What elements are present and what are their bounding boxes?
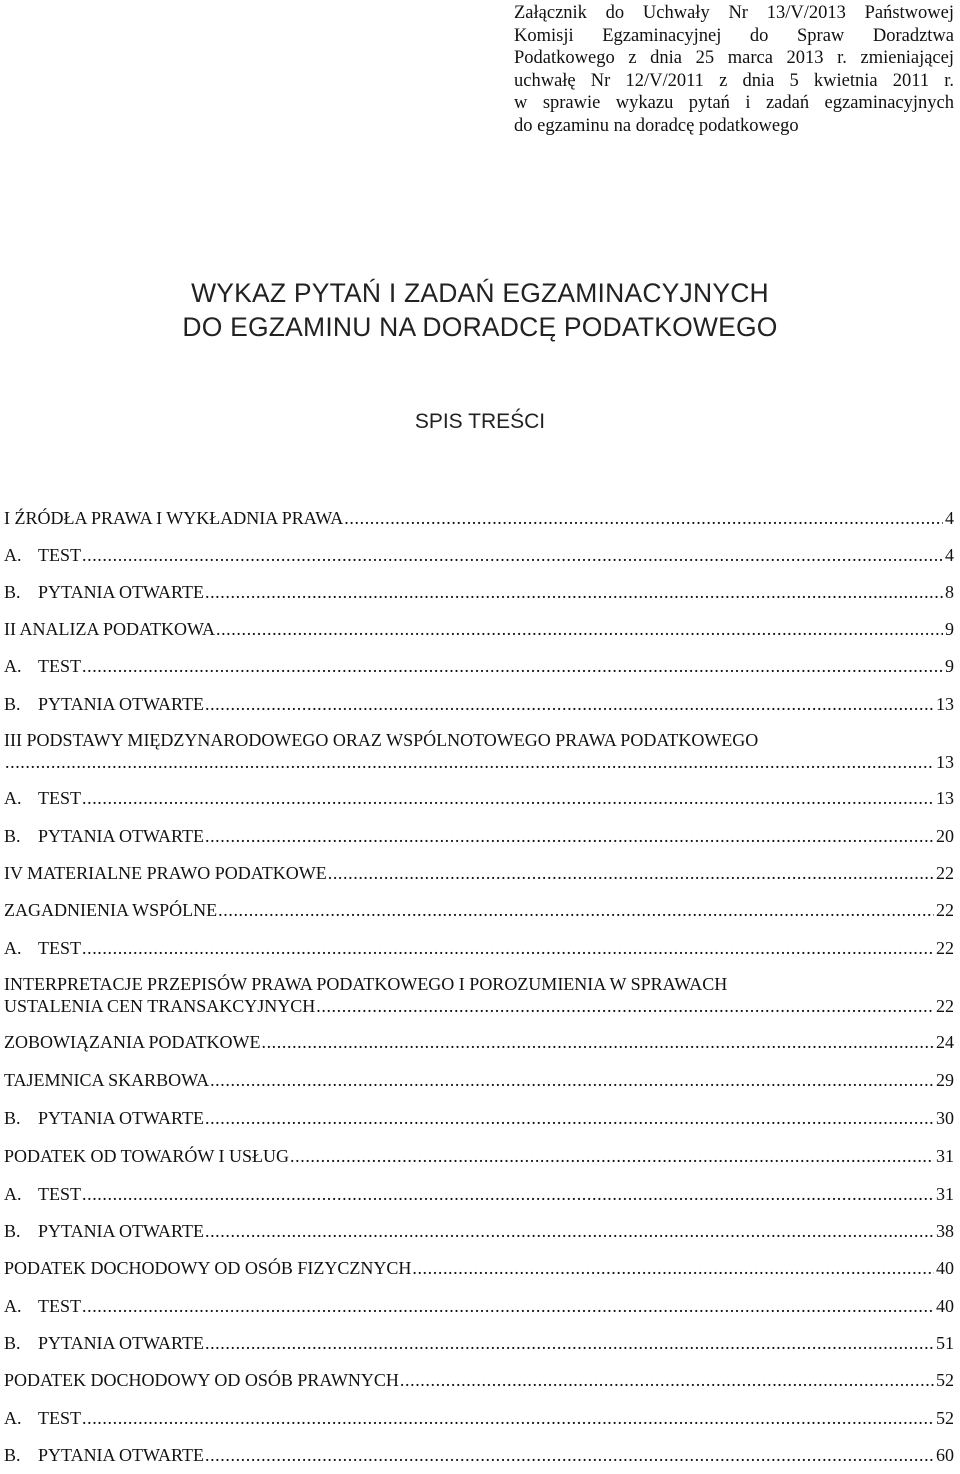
toc-entry-page: 20	[936, 826, 954, 846]
toc-entry-letter: A.	[4, 656, 22, 676]
toc-entry-letter: A.	[4, 545, 22, 565]
header-note-line: uchwałę Nr 12/V/2011 z dnia 5 kwietnia 2011 r.	[514, 70, 954, 91]
toc-entry-label: PODATEK DOCHODOWY OD OSÓB FIZYCZNYCH	[4, 1258, 412, 1278]
toc-entry-label: TEST	[38, 1184, 81, 1204]
document-title	[0, 276, 960, 344]
toc-entry-label-continued: USTALENIA CEN TRANSAKCYJNYCH	[4, 996, 316, 1016]
toc-entry[interactable]	[4, 826, 954, 847]
toc-entry[interactable]	[4, 1184, 954, 1205]
toc-entry[interactable]	[4, 1408, 954, 1429]
toc-entry[interactable]	[4, 1258, 954, 1279]
toc-entry[interactable]	[4, 730, 954, 773]
toc-leader-dots	[82, 788, 934, 809]
toc-entry[interactable]	[4, 694, 954, 715]
toc-entry-page: 30	[936, 1108, 954, 1128]
toc-leader-dots	[328, 863, 934, 884]
toc-leader-dots	[205, 582, 943, 603]
toc-entry-label: ZOBOWIĄZANIA PODATKOWE	[4, 1032, 261, 1052]
toc-entry[interactable]	[4, 1445, 954, 1466]
toc-entry[interactable]	[4, 508, 954, 529]
toc-entry-label: TEST	[38, 545, 81, 565]
document-title-line-2: DO EGZAMINU NA DORADCĘ PODATKOWEGO	[182, 312, 778, 342]
toc-entry-page: 60	[936, 1445, 954, 1465]
toc-entry[interactable]	[4, 938, 954, 959]
toc-entry[interactable]	[4, 1108, 954, 1129]
toc-leader-dots	[218, 900, 934, 921]
header-note-line: w sprawie wykazu pytań i zadań egzaminacyjnych	[514, 93, 954, 114]
toc-entry-label: ZAGADNIENIA WSPÓLNE	[4, 900, 218, 920]
toc-entry-page: 13	[936, 694, 954, 714]
toc-entry-letter: A.	[4, 938, 22, 958]
toc-leader-dots	[290, 1146, 934, 1167]
toc-entry-letter: B.	[4, 582, 21, 602]
toc-entry-page: 40	[936, 1258, 954, 1278]
toc-leader-dots	[205, 826, 934, 847]
header-note-line: Podatkowego z dnia 25 marca 2013 r. zmieniającej	[514, 48, 954, 69]
toc-leader-dots	[316, 996, 934, 1017]
toc-entry-letter: B.	[4, 826, 21, 846]
toc-entry-label: IV MATERIALNE PRAWO PODATKOWE	[4, 863, 327, 883]
toc-entry-page: 52	[936, 1408, 954, 1428]
toc-entry[interactable]	[4, 1333, 954, 1354]
toc-leader-dots	[205, 1445, 934, 1466]
toc-entry[interactable]	[4, 619, 954, 640]
toc-entry-label: PYTANIA OTWARTE	[38, 694, 204, 714]
header-note	[514, 2, 954, 138]
toc-entry-page: 38	[936, 1221, 954, 1241]
toc-entry-page: 22	[936, 938, 954, 958]
toc-entry-letter: A.	[4, 1408, 22, 1428]
toc-entry-label: TEST	[38, 1408, 81, 1428]
toc-entry-page: 29	[936, 1070, 954, 1090]
toc-leader-dots	[82, 1408, 934, 1429]
document-title-line-1: WYKAZ PYTAŃ I ZADAŃ EGZAMINACYJNYCH	[191, 278, 769, 308]
toc-leader-dots	[205, 694, 934, 715]
toc-entry-page: 24	[936, 1032, 954, 1052]
toc-leader-dots	[210, 1070, 934, 1091]
toc-entry-page: 31	[936, 1184, 954, 1204]
toc-entry-page: 13	[936, 752, 954, 772]
toc-entry[interactable]	[4, 545, 954, 566]
toc-leader-dots	[5, 752, 934, 773]
toc-entry-letter: B.	[4, 694, 21, 714]
toc-entry-label: PYTANIA OTWARTE	[38, 1333, 204, 1353]
toc-entry-page: 8	[945, 582, 954, 602]
toc-entry-label: I ŹRÓDŁA PRAWA I WYKŁADNIA PRAWA	[4, 508, 344, 528]
toc-entry[interactable]	[4, 974, 954, 1017]
toc-entry[interactable]	[4, 1146, 954, 1167]
toc-entry-label: PYTANIA OTWARTE	[38, 826, 204, 846]
toc-entry-page: 51	[936, 1333, 954, 1353]
toc-entry-label: TAJEMNICA SKARBOWA	[4, 1070, 210, 1090]
toc-entry-label: PODATEK DOCHODOWY OD OSÓB PRAWNYCH	[4, 1370, 399, 1390]
toc-entry[interactable]	[4, 1070, 954, 1091]
header-note-line: Załącznik do Uchwały Nr 13/V/2013 Państwowej	[514, 3, 954, 23]
toc-leader-dots	[261, 1032, 934, 1053]
toc-leader-dots	[205, 1333, 934, 1354]
toc-entry-letter: A.	[4, 1184, 22, 1204]
toc-entry[interactable]	[4, 788, 954, 809]
toc-entry-letter: B.	[4, 1221, 21, 1241]
toc-entry[interactable]	[4, 863, 954, 884]
toc-entry-label: PYTANIA OTWARTE	[38, 1108, 204, 1128]
toc-entry-page: 40	[936, 1296, 954, 1316]
toc-entry-letter: B.	[4, 1108, 21, 1128]
toc-entry-page: 22	[936, 996, 954, 1016]
toc-entry-label: PYTANIA OTWARTE	[38, 582, 204, 602]
toc-leader-dots	[205, 1108, 934, 1129]
toc-entry-letter: A.	[4, 788, 22, 808]
toc-entry[interactable]	[4, 656, 954, 677]
toc-entry-page: 52	[936, 1370, 954, 1390]
toc-entry[interactable]	[4, 1032, 954, 1053]
toc-leader-dots	[82, 1296, 934, 1317]
toc-leader-dots	[205, 1221, 934, 1242]
toc-entry-page: 9	[945, 619, 954, 639]
toc-entry-page: 4	[945, 508, 954, 528]
toc-leader-dots	[82, 938, 934, 959]
header-note-line: do egzaminu na doradcę podatkowego	[514, 115, 799, 136]
toc-leader-dots	[82, 545, 943, 566]
header-note-line: Komisji Egzaminacyjnej do Spraw Doradztwa	[514, 25, 954, 46]
toc-entry-label: III PODSTAWY MIĘDZYNARODOWEGO ORAZ WSPÓLNOTOWEGO PRAWA PODATKOWEGO	[4, 730, 759, 750]
toc-entry-label: PYTANIA OTWARTE	[38, 1445, 204, 1465]
toc-heading: SPIS TREŚCI	[414, 410, 546, 433]
toc-leader-dots	[82, 1184, 934, 1205]
toc-entry-label: TEST	[38, 938, 81, 958]
toc-entry-letter: A.	[4, 1296, 22, 1316]
toc-entry-letter: B.	[4, 1445, 21, 1465]
toc-entry-label: INTERPRETACJE PRZEPISÓW PRAWA PODATKOWEGO I POROZUMIENIA W SPRAWACH	[4, 974, 728, 994]
toc-entry-page: 31	[936, 1146, 954, 1166]
toc-entry[interactable]	[4, 1370, 954, 1391]
toc-entry-label: II ANALIZA PODATKOWA	[4, 619, 215, 639]
toc-entry-page: 22	[936, 900, 954, 920]
toc-entry[interactable]	[4, 1296, 954, 1317]
toc-entry-page: 22	[936, 863, 954, 883]
toc-entry-label: PYTANIA OTWARTE	[38, 1221, 204, 1241]
toc-entry-label: TEST	[38, 656, 81, 676]
toc-entry-label: PODATEK OD TOWARÓW I USŁUG	[4, 1146, 290, 1166]
toc-leader-dots	[344, 508, 943, 529]
toc-entry-page: 4	[945, 545, 954, 565]
toc-leader-dots	[400, 1370, 934, 1391]
toc-leader-dots	[216, 619, 943, 640]
toc-entry-letter: B.	[4, 1333, 21, 1353]
toc-entry-label: TEST	[38, 788, 81, 808]
toc-leader-dots	[82, 656, 943, 677]
toc-entry-label: TEST	[38, 1296, 81, 1316]
toc-entry-page: 9	[945, 656, 954, 676]
toc-entry[interactable]	[4, 1221, 954, 1242]
toc-entry[interactable]	[4, 900, 954, 921]
toc-entry[interactable]	[4, 582, 954, 603]
toc-entry-page: 13	[936, 788, 954, 808]
toc-leader-dots	[412, 1258, 934, 1279]
